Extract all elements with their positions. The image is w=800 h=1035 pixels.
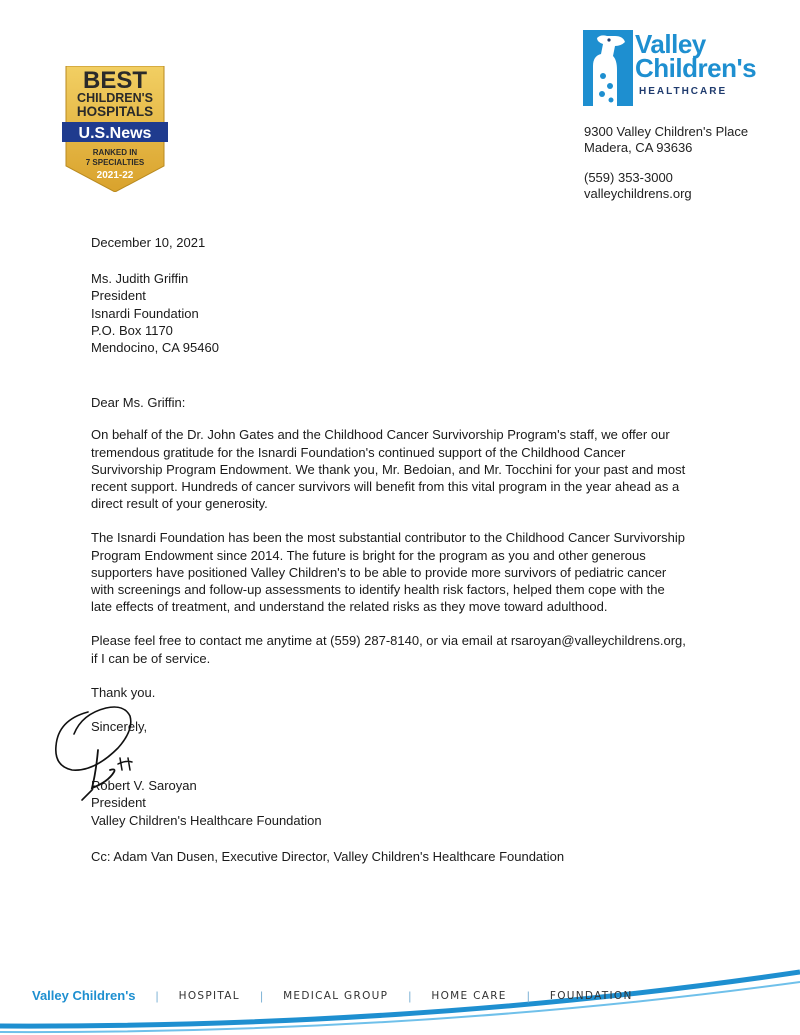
footer-link-medical-group[interactable]: MEDICAL GROUP xyxy=(283,989,389,1002)
footer-link-home-care[interactable]: HOME CARE xyxy=(431,989,507,1002)
paragraph-line: recent support. Hundreds of cancer survivors will benefit from this vital program in the year ahead as a xyxy=(91,479,680,495)
paragraph-line: direct result of your generosity. xyxy=(91,496,268,512)
address-street: 9300 Valley Children's Place xyxy=(584,124,749,139)
closing-line: Sincerely, xyxy=(91,719,148,735)
valley-childrens-logo xyxy=(583,30,773,110)
handwritten-signature xyxy=(48,698,168,808)
paragraph-line: late effects of treatment, and understand the related risks as they move toward adulthood. xyxy=(91,599,608,615)
paragraph-line: tremendous gratitude for the Isnardi Foundation's continued support of the Childhood Cancer xyxy=(91,444,626,460)
recipient-city: Mendocino, CA 95460 xyxy=(91,340,219,356)
badge-ranked: RANKED IN xyxy=(92,148,138,157)
badge-childrens: CHILDREN'S xyxy=(77,91,153,105)
signer-block xyxy=(91,777,711,829)
salutation: Dear Ms. Griffin: xyxy=(91,395,186,411)
address-web: valleychildrens.org xyxy=(584,186,692,201)
footer-link-foundation[interactable]: FOUNDATION xyxy=(549,989,633,1002)
footer-nav xyxy=(32,988,633,1003)
paragraph-1 xyxy=(91,426,711,512)
recipient-org: Isnardi Foundation xyxy=(91,305,199,321)
cc-line: Cc: Adam Van Dusen, Executive Director, Valley Children's Healthcare Foundation xyxy=(91,848,565,864)
footer-separator: | xyxy=(526,988,530,1003)
us-news-badge xyxy=(62,66,168,192)
badge-best: BEST xyxy=(82,67,148,94)
paragraph-line: if I can be of service. xyxy=(91,650,211,666)
letter-date: December 10, 2021 xyxy=(91,235,206,250)
paragraph-line: with screenings and follow-up assessments to identify health risk factors, helped them cope with the xyxy=(91,582,665,598)
badge-hospitals: HOSPITALS xyxy=(76,104,154,119)
logo-healthcare: HEALTHCARE xyxy=(639,86,728,97)
footer-separator: | xyxy=(259,988,264,1003)
signer-org: Valley Children's Healthcare Foundation xyxy=(91,812,322,828)
badge-graphic xyxy=(62,66,168,192)
thanks-line: Thank you. xyxy=(91,684,156,700)
footer-link-hospital[interactable]: HOSPITAL xyxy=(178,989,240,1002)
letter-body xyxy=(91,234,711,865)
signer-title: President xyxy=(91,795,146,811)
badge-usnews: U.S.News xyxy=(78,125,152,142)
giraffe-icon xyxy=(583,30,633,106)
logo-word-childrens: Children's xyxy=(635,53,757,83)
signer-name: Robert V. Saroyan xyxy=(91,778,197,794)
paragraph-line: Please feel free to contact me anytime at (559) 287-8140, or via email at rsaroyan@valleychildrens.org, xyxy=(91,633,686,649)
paragraph-line: Survivorship Program Endowment. We thank you, Mr. Bedoian, and Mr. Tocchini for your past and most xyxy=(91,461,686,477)
address-city: Madera, CA 93636 xyxy=(584,140,693,155)
paragraph-2 xyxy=(91,529,711,615)
badge-years: 2021-22 xyxy=(96,170,134,181)
recipient-title: President xyxy=(91,288,146,304)
address-phone: (559) 353-3000 xyxy=(584,170,673,185)
paragraph-line: On behalf of the Dr. John Gates and the Childhood Cancer Survivorship Program's staff, we offer our xyxy=(91,427,670,443)
paragraph-line: Program Endowment since 2014. The future is bright for the program as you and other generous xyxy=(91,547,646,563)
logo-wordmark xyxy=(635,29,757,83)
paragraph-line: The Isnardi Foundation has been the most substantial contributor to the Childhood Cancer Survivorship xyxy=(91,530,686,546)
recipient-name: Ms. Judith Griffin xyxy=(91,271,189,287)
recipient-box: P.O. Box 1170 xyxy=(91,322,173,338)
footer-separator: | xyxy=(408,988,412,1003)
letterhead-footer xyxy=(0,960,800,1035)
recipient-block xyxy=(91,270,711,356)
paragraph-3 xyxy=(91,632,711,666)
footer-separator: | xyxy=(155,988,159,1003)
sender-address xyxy=(584,124,748,202)
footer-brand[interactable]: Valley Children's xyxy=(32,988,136,1003)
badge-specialties: 7 SPECIALTIES xyxy=(85,158,145,167)
logo-word-valley: Valley xyxy=(635,29,706,59)
paragraph-line: supporters have positioned Valley Children's to be able to provide more survivors of pediatric cancer xyxy=(91,564,667,580)
